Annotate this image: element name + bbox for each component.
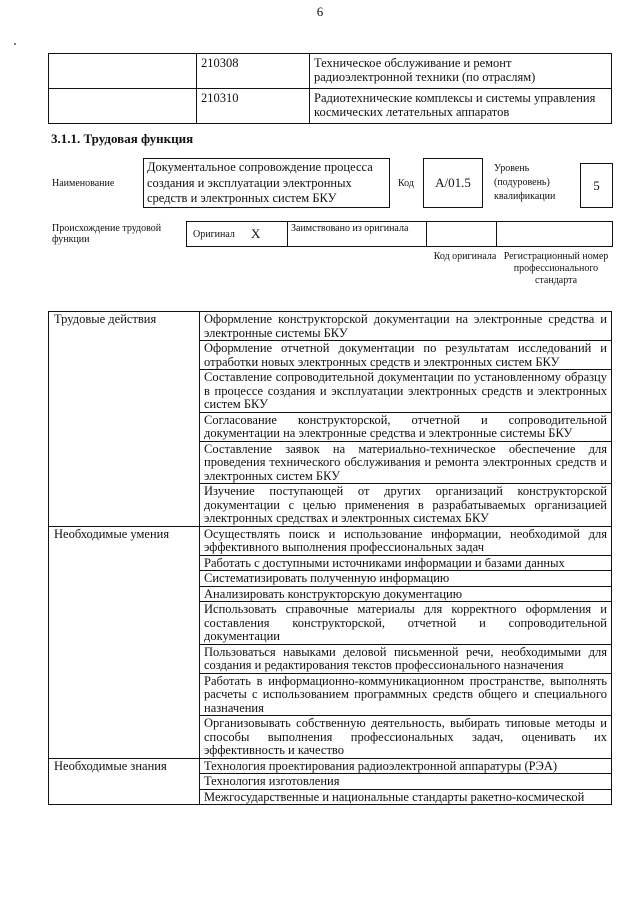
list-item: Составление заявок на материально-техническое обеспечение для проведения технического обслуживания и ремонта электронных средств и электронных систем БКУ	[200, 441, 612, 484]
list-item: Работать с доступными источниками информации и базами данных	[200, 555, 612, 571]
list-item: Межгосударственные и национальные стандарты ракетно-космической	[200, 789, 612, 805]
list-item: Технология проектирования радиоэлектронной аппаратуры (РЭА)	[200, 758, 612, 774]
table-row	[49, 758, 612, 774]
list-item: Пользоваться навыками деловой письменной речи, необходимыми для создания и редактирования текстов профессионального назначения	[200, 644, 612, 673]
function-code-box: А/01.5	[423, 158, 483, 208]
list-item: Использовать справочные материалы для корректного оформления и составления конструкторской, отчетной и сопроводительной документации	[200, 602, 612, 645]
original-mark: X	[251, 222, 288, 247]
list-item: Составление сопроводительной документации по установленному образцу в процессе создания и эксплуатации электронных средств и электронных систем БКУ	[200, 370, 612, 413]
group-title: Необходимые умения	[49, 526, 200, 758]
table-row	[49, 526, 612, 555]
list-item: Технология изготовления	[200, 774, 612, 790]
scan-speck	[14, 43, 16, 45]
origin-label	[52, 223, 172, 245]
list-item: Согласование конструкторской, отчетной и сопроводительной документации на электронные средства и электронные системы БКУ	[200, 412, 612, 441]
table-row	[49, 312, 612, 341]
reg-caption: Регистрационный номер профессионального стандарта	[503, 251, 609, 286]
origin-reg-cell	[497, 222, 613, 247]
list-item: Систематизировать полученную информацию	[200, 571, 612, 587]
origin-code-cell	[427, 222, 497, 247]
level-label-text: Уровень (подуровень) квалификации	[494, 163, 556, 202]
empty-cell	[49, 54, 197, 89]
function-name-box: Документальное сопровождение процесса создания и эксплуатации электронных средств и электронных систем БКУ	[143, 158, 390, 208]
table-row	[49, 89, 612, 124]
level-label	[494, 162, 564, 204]
original-label: Оригинал	[187, 222, 252, 247]
table-row	[187, 222, 613, 247]
table-row	[49, 54, 612, 89]
group-title: Трудовые действия	[49, 312, 200, 527]
group-title: Необходимые знания	[49, 758, 200, 805]
section-title: 3.1.1. Трудовая функция	[51, 131, 194, 146]
list-item: Анализировать конструкторскую документацию	[200, 586, 612, 602]
specialty-code: 210308	[197, 54, 310, 89]
page-number: 6	[316, 4, 324, 19]
function-details-table	[48, 311, 612, 805]
list-item: Работать в информационно-коммуникационном пространстве, выполнять расчеты с использованием программных средств общего и специального назначения	[200, 673, 612, 716]
borrowed-label: Заимствовано из оригинала	[288, 222, 427, 247]
specialty-name: Радиотехнические комплексы и системы управления космических летательных аппаратов	[310, 89, 612, 124]
origin-table	[186, 221, 613, 247]
list-item: Организовывать собственную деятельность, выбирать типовые методы и способы выполнения профессиональных задач, оценивать их эффективность и качество	[200, 716, 612, 759]
specialties-table	[48, 53, 612, 124]
code-label: Код	[398, 178, 414, 189]
level-box: 5	[580, 163, 613, 208]
code-caption: Код оригинала	[433, 251, 497, 262]
list-item: Изучение поступающей от других организаций конструкторской документации с целью применения в разрабатываемых организацией электронных средствах и электронных системах БКУ	[200, 484, 612, 527]
list-item: Осуществлять поиск и использование информации, необходимой для эффективного выполнения профессиональных задач	[200, 526, 612, 555]
list-item: Оформление отчетной документации по результатам исследований и отработки новых электронных средств и электронных систем БКУ	[200, 341, 612, 370]
origin-label-text: Происхождение трудовой функции	[52, 223, 162, 245]
name-label: Наименование	[52, 178, 115, 189]
specialty-code: 210310	[197, 89, 310, 124]
empty-cell	[49, 89, 197, 124]
specialty-name: Техническое обслуживание и ремонт радиоэлектронной техники (по отраслям)	[310, 54, 612, 89]
list-item: Оформление конструкторской документации на электронные средства и электронные системы БКУ	[200, 312, 612, 341]
